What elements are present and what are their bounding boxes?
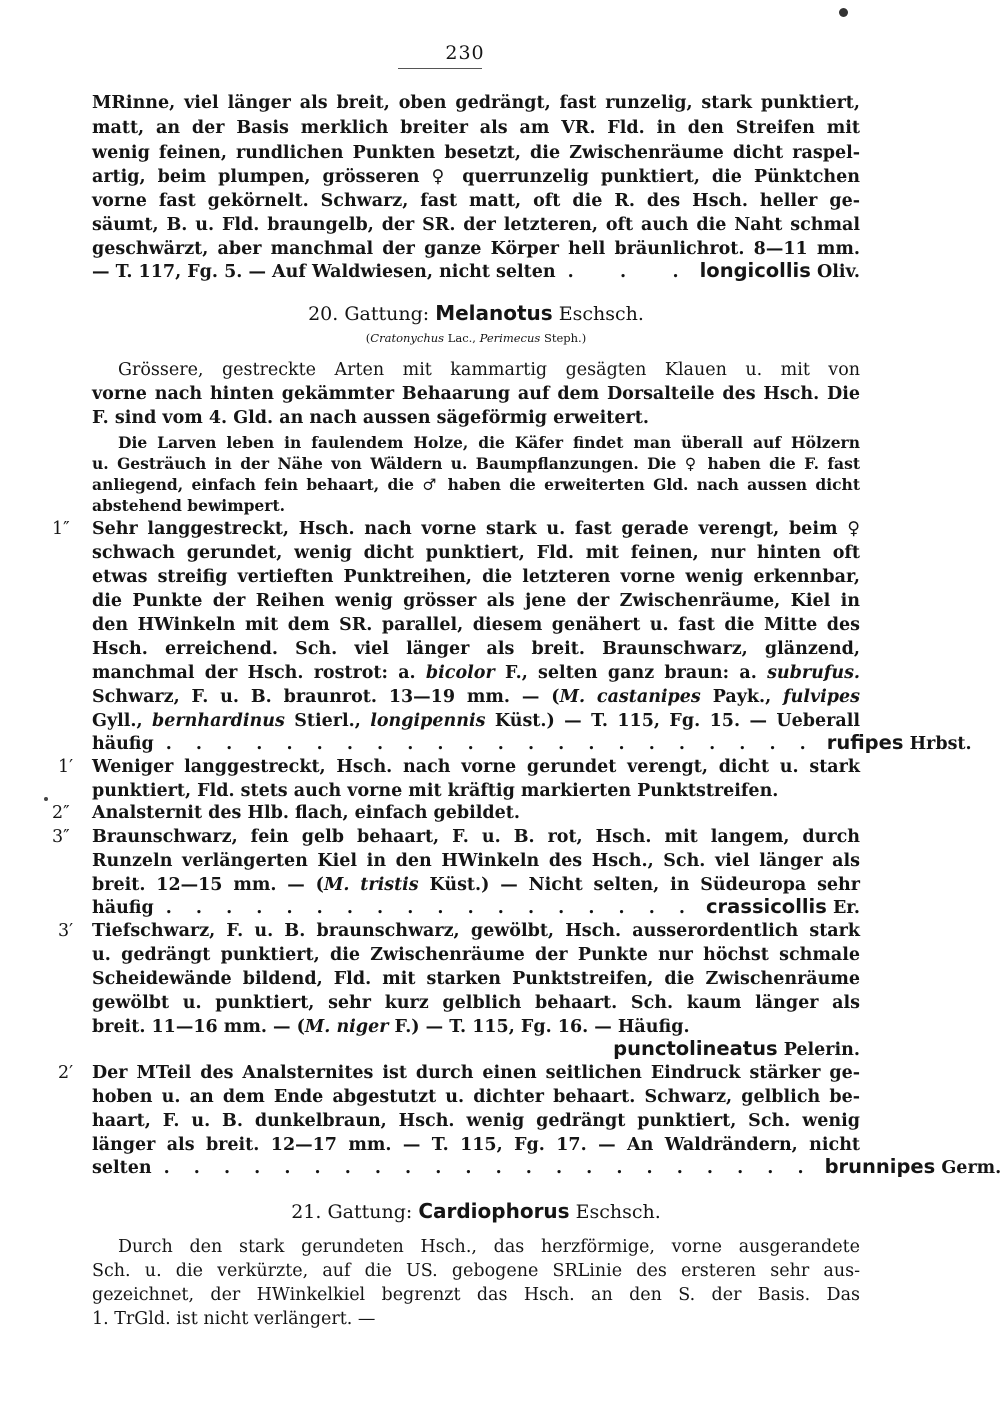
text: — T. 117, Fg. 5. — Auf Waldwiesen, nicht selten xyxy=(92,262,556,282)
text-line: manchmal der Hsch. rostrot: a. bicolor F., selten ganz braun: a. subrufus. xyxy=(92,663,861,683)
text-line: 1. TrGld. ist nicht verlängert. — xyxy=(92,1309,376,1329)
leader-dots: . . . . . . . . . . . . . . . . . . . . . . xyxy=(165,734,815,754)
text-line: Hsch. erreichend. Sch. viel länger als breit. Braunschwarz, glänzend, xyxy=(92,639,860,659)
species-name: brunnipes xyxy=(824,1155,936,1178)
genus-heading: 20. Gattung: Melanotus Eschsch. xyxy=(308,301,644,325)
species-name: punctolineatus xyxy=(613,1037,778,1060)
text-line: Grössere, gestreckte Arten mit kammartig gesägten Klauen u. mit von xyxy=(118,360,860,380)
key-number: 3″ xyxy=(52,827,70,847)
text-line: gezeichnet, der HWinkelkiel begrenzt das Hsch. an den S. der Basis. Das xyxy=(92,1285,860,1305)
text-line: breit. 11—16 mm. — (M. niger F.) — T. 115, Fg. 16. — Häufig. xyxy=(92,1017,690,1037)
key-number: 2″ xyxy=(52,803,70,823)
text-line: etwas streifig vertieften Punktreihen, die letzteren vorne wenig erkennbar, xyxy=(92,567,860,587)
text-line: Gyll., bernhardinus Stierl., longipennis Küst.) — T. 115, Fg. 15. — Ueberall xyxy=(92,711,860,731)
text-line: Durch den stark gerundeten Hsch., das herzförmige, vorne ausgerandete xyxy=(118,1237,860,1257)
text-line: abstehend bewimpert. xyxy=(92,496,286,515)
species-name: rufipes xyxy=(826,731,904,754)
species-author: Germ. xyxy=(941,1158,1001,1178)
genus-name: Melanotus xyxy=(435,301,553,325)
text-line: u. Gesträuch in der Nähe von Wäldern u. Baumpflanzungen. Die ♀ haben die F. fast xyxy=(92,454,860,473)
text-line: MRinne, viel länger als breit, oben gedrängt, fast runzelig, stark punktiert, xyxy=(92,93,860,113)
key-number: 2′ xyxy=(58,1063,74,1083)
genus-name: Cardiophorus xyxy=(418,1199,570,1223)
text-line: anliegend, einfach fein behaart, die ♂ haben die erweiterten Gld. nach aussen dicht xyxy=(92,475,860,494)
leader-dots: . . . . . . . . . . . . . . . . . . xyxy=(165,898,694,918)
leader-dots: . . . . . . . . . . . . . . . . . . . . . . xyxy=(163,1158,813,1178)
key-number: 1″ xyxy=(52,519,70,539)
species-name: crassicollis xyxy=(706,895,827,918)
ink-spot xyxy=(839,8,848,17)
text-line: Die Larven leben in faulendem Holze, die Käfer findet man überall auf Hölzern xyxy=(118,433,860,452)
text-line: Braunschwarz, fein gelb behaart, F. u. B. rot, Hsch. mit langem, durch xyxy=(92,827,860,847)
text-line: die Punkte der Reihen wenig grösser als jene der Zwischenräume, Kiel in xyxy=(92,591,860,611)
text-line: Scheidewände bildend, Fld. mit starken Punktstreifen, die Zwischenräume xyxy=(92,969,860,989)
text-line: Schwarz, F. u. B. braunrot. 13—19 mm. — (M. castanipes Payk., fulvipes xyxy=(92,687,861,707)
text-line: schwach gerundet, wenig dicht punktiert, Fld. mit feinen, nur hinten oft xyxy=(92,543,860,563)
text-line: F. sind vom 4. Gld. an nach aussen sägeförmig erweitert. xyxy=(92,408,649,428)
species-line: häufig . . . . . . . . . . . . . . . . . . crassicollis Er. xyxy=(92,895,860,918)
page-number: 230 xyxy=(445,42,485,64)
text-line: den HWinkeln mit dem SR. parallel, diesem genähert u. fast die Mitte des xyxy=(92,615,860,635)
margin-mark xyxy=(44,797,48,801)
text-line: Runzeln verlängerten Kiel in den HWinkeln des Hsch., Sch. viel länger als xyxy=(92,851,860,871)
species-author: Hrbst. xyxy=(909,734,972,754)
text-line: hoben u. an dem Ende abgestutzt u. dichter behaart. Schwarz, gelblich be- xyxy=(92,1087,860,1107)
text-line: wenig feinen, rundlichen Punkten besetzt, die Zwischenräume dicht raspel- xyxy=(92,143,860,163)
text-line: u. gedrängt punktiert, die Zwischenräume der Punkte nur höchst schmale xyxy=(92,945,860,965)
text-line: länger als breit. 12—17 mm. — T. 115, Fg. 17. — An Waldrändern, nicht xyxy=(92,1135,860,1155)
key-number: 1′ xyxy=(58,757,74,777)
species-author: Pelerin. xyxy=(783,1040,860,1060)
genus-heading: 21. Gattung: Cardiophorus Eschsch. xyxy=(291,1199,661,1223)
species-line: häufig . . . . . . . . . . . . . . . . . . . . . . rufipes Hrbst. xyxy=(92,731,972,754)
key-number: 3′ xyxy=(58,921,74,941)
text-line: vorne fast gekörnelt. Schwarz, fast matt, oft die R. des Hsch. heller ge- xyxy=(92,191,860,211)
text-line: gewölbt u. punktiert, sehr kurz gelblich behaart. Sch. kaum länger als xyxy=(92,993,860,1013)
text-line: Der MTeil des Analsternites ist durch einen seitlichen Eindruck stärker ge- xyxy=(92,1063,860,1083)
text-line: Weniger langgestreckt, Hsch. nach vorne gerundet verengt, dicht u. stark xyxy=(92,757,860,777)
species-line: selten . . . . . . . . . . . . . . . . . . . . . . brunnipes Germ. xyxy=(92,1155,1001,1178)
species-author: Oliv. xyxy=(816,262,860,282)
species-line xyxy=(92,260,860,283)
species-line xyxy=(92,1038,860,1061)
text-line: punktiert, Fld. stets auch vorne mit kräftig markierten Punktstreifen. xyxy=(92,781,779,801)
text-line: breit. 12—15 mm. — (M. tristis Küst.) — Nicht selten, in Südeuropa sehr xyxy=(92,875,861,895)
text-line: Analsternit des Hlb. flach, einfach gebildet. xyxy=(92,803,520,823)
text-line: säumt, B. u. Fld. braungelb, der SR. der letzteren, oft auch die Naht schmal xyxy=(92,215,860,235)
leader-dots: . . . xyxy=(567,262,688,282)
text-line: Tiefschwarz, F. u. B. braunschwarz, gewölbt, Hsch. ausserordentlich stark xyxy=(92,921,860,941)
text-line: matt, an der Basis merklich breiter als am VR. Fld. in den Streifen mit xyxy=(92,118,860,138)
text-line: artig, beim plumpen, grösseren ♀ querrunzelig punktiert, die Pünktchen xyxy=(92,167,860,187)
text-line: Sch. u. die verkürzte, auf die US. gebogene SRLinie des ersteren sehr aus- xyxy=(92,1261,860,1281)
page-number-rule xyxy=(398,68,482,69)
text-line: haart, F. u. B. dunkelbraun, Hsch. wenig gedrängt punktiert, Sch. wenig xyxy=(92,1111,860,1131)
species-name: longicollis xyxy=(699,259,811,282)
text-line: vorne nach hinten gekämmter Behaarung auf dem Dorsalteile des Hsch. Die xyxy=(92,384,860,404)
species-author: Er. xyxy=(832,898,860,918)
genus-synonyms: (Cratonychus Lac., Perimecus Steph.) xyxy=(365,331,587,345)
text-line: geschwärzt, aber manchmal der ganze Körper hell bräunlichrot. 8—11 mm. xyxy=(92,239,860,259)
text-line: Sehr langgestreckt, Hsch. nach vorne stark u. fast gerade verengt, beim ♀ xyxy=(92,519,860,539)
